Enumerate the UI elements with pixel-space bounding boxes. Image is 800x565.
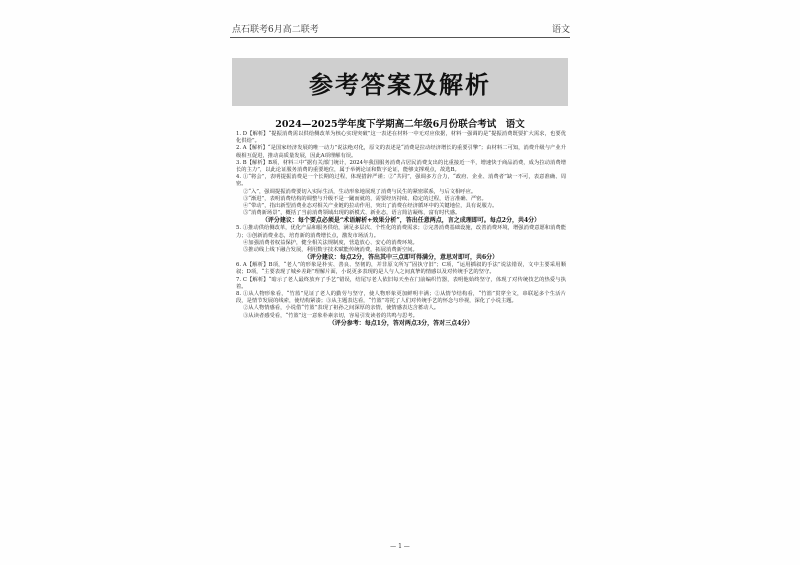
answer-paragraph: 6. A【解析】B项，“老人”的形象是朴实、善良、坚韧的，并非原文所写“固执守旧”；C项，“运用插叙的手法”说法错误，文中主要采用顺叙；D项，“主要表现了城乡差距”理解片面，小说更多表现的是人与人之间真挚的情感以及对传统手艺的坚守。 [236,262,566,276]
answer-paragraph: 7. C【解析】“暗示了老人最终放弃了手艺”错误，结尾写老人依旧每天坐在门前编织竹器，表明他始终坚守，体现了对传统技艺的热爱与执着。 [236,276,566,290]
answer-paragraph: 5. ①推动供给侧改革，优化产品和服务供给，满足多层次、个性化的消费需求；②完善消费基础设施，改善消费环境，增强消费意愿和消费能力；③创新消费业态，培育新的消费增长点，激发市场活力。 [236,225,566,239]
banner-title: 参考答案及解析 [309,69,491,99]
answer-paragraph: ⑤推动线上线下融合发展，利用数字技术赋能传统消费，拓展消费新空间。 [243,247,418,254]
answer-paragraph: 4. ①“将会”，表明提振消费是一个长期的过程，体现措辞严谨；②“共同”，强调多方合力，“政府、企业、消费者”缺一不可，表意准确、周密。 [236,174,566,188]
answer-paragraph: 8. ①从人物形象看，“竹篮”见证了老人的勤劳与坚守，使人物形象更加鲜明丰满；②从情节结构看，“竹篮”贯穿全文，串联起多个生活片段，是情节发展的线索，使结构紧凑；③从主题表达看，“竹篮”寄托了人们对传统手艺的怀念与珍视，深化了小说主题。 [236,291,566,305]
answer-paragraph: ②从人物情感看，小说借“竹篮”表现了祖孙之间深厚的亲情，使情感表达含蓄动人。 [243,305,440,312]
header-subject: 语文 [552,25,571,35]
scoring-note: （评分建议：每点2分，答出其中三点即可得满分，意思对即可，共6分） [303,254,499,262]
answer-paragraph: ⑤“消费新场景”，概括了当前消费领域出现的新模式、新业态，语言简洁凝练，富有时代感。 [243,210,461,217]
title-banner [232,58,568,106]
answer-paragraph: ④加强消费者权益保护，健全相关法规制度，营造放心、安心的消费环境。 [243,239,418,246]
scoring-note: （评分参考：每点1分，答对两点3分，答对三点4分） [328,319,474,327]
answer-paragraph: 2. A【解析】“是国家经济发展的唯一动力”说法绝对化，原文的表述是“消费是拉动经济增长的重要引擎”；由材料二可知，消费升级与产业升级相互促进，推动高质量发展，因此A项理解有误。 [236,145,566,159]
answer-paragraph: 1. D【解析】“提振消费需以供给侧改革为核心实现突破”这一表述在材料一中无对应依据，材料一强调的是“提振消费既要扩大需求，也要优化供给”。 [236,131,566,145]
header-divider [230,37,570,38]
exam-title: 2024—2025学年度下学期高二年级6月份联合考试 语文 [275,119,525,130]
scoring-note: （评分建议：每个要点必须是“术语解析+效果分析”，答出任意两点，言之成理即可。每点2分，共4分） [261,217,541,225]
answer-paragraph: ②“入”，强调提振消费要切入实际生活，生动形象地展现了消费与民生的紧密联系，与后文相呼应。 [243,188,477,195]
answer-paragraph: ④“带动”，指出新型消费业态对相关产业链的拉动作用，突出了消费在经济循环中的关键地位，具有说服力。 [243,203,498,210]
answer-paragraph: ③“渐进”，表明消费结构的调整与升级不是一蹴而就的，需要经历持续、稳定的过程，语言准确、严密。 [243,195,487,202]
page-number: — 1 — [390,543,410,550]
answer-paragraph: 3. B【解析】B项，材料三中“据有关部门统计，2024年我国服务消费占居民消费支出的比重接近一半，增速快于商品消费，成为拉动消费增长的主力”，以此论证服务消费的重要地位，属于举例论证和数字论证，能够支撑观点，故选B。 [236,159,566,174]
answer-paragraph: ③从读者感受看，“竹篮”这一意象朴素亲切，容易引发读者的共鸣与思考。 [243,312,418,319]
header-exam-name: 点石联考6月高二联考 [232,25,319,35]
answer-content [236,131,566,328]
